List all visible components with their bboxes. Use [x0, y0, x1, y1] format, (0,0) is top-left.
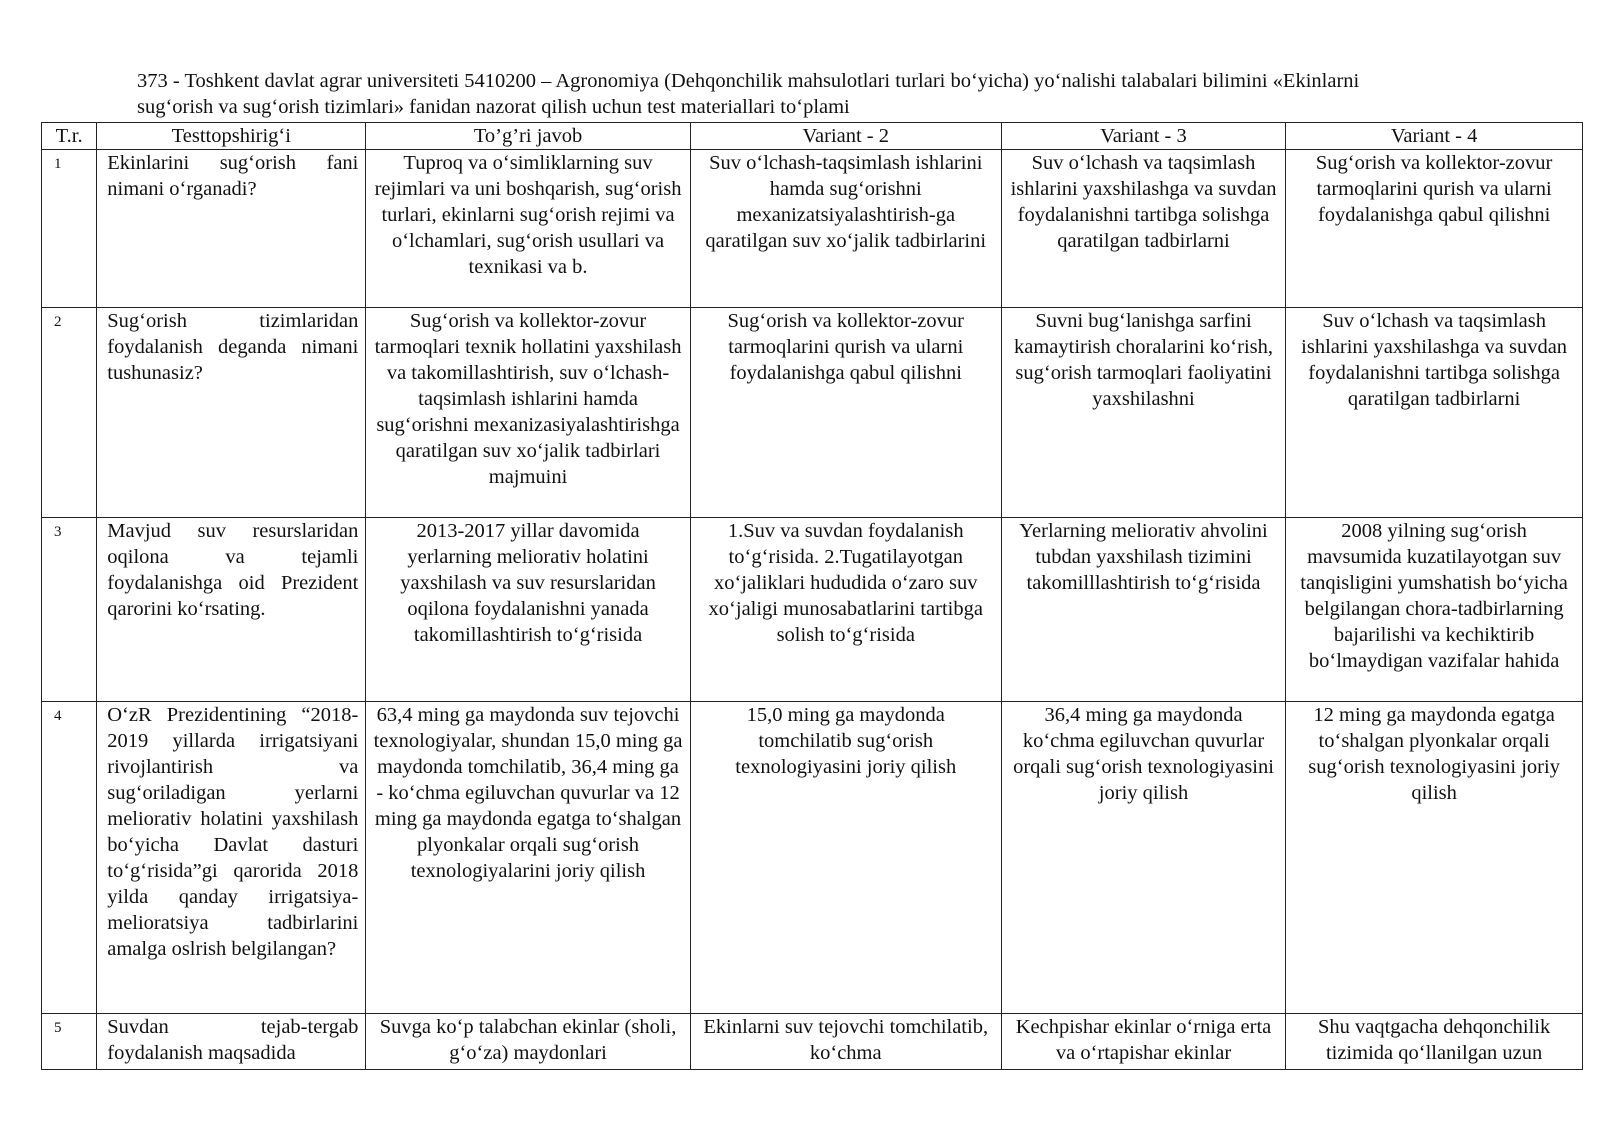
row-number: 1	[42, 150, 97, 308]
variant-2-cell: Ekinlarni suv tejovchi tomchilatib, ko‘chma	[690, 1014, 1001, 1070]
question-cell: Ekinlarini sug‘orish fani nimani o‘rganadi?	[97, 150, 366, 308]
variant-3-cell: Suv o‘lchash va taqsimlash ishlarini yaxshilashga va suvdan foydalanishni tartibga solishga qaratilgan tadbirlarni	[1001, 150, 1285, 308]
correct-answer-cell: Sug‘orish va kollektor-zovur tarmoqlari texnik hollatini yaxshilash va takomillashtirish, suv o‘lchash-taqsimlash ishlarini hamda sug‘orishni mexanizasiyalashtirishga qaratilgan suv xo‘jalik tadbirlari majmuini	[366, 308, 690, 518]
correct-answer-cell: Suvga ko‘p talabchan ekinlar (sholi, g‘o‘za) maydonlari	[366, 1014, 690, 1070]
variant-3-cell: Suvni bug‘lanishga sarfini kamaytirish choralarini ko‘rish, sug‘orish tarmoqlari faoliyatini yaxshilashni	[1001, 308, 1285, 518]
variant-4-cell: Suv o‘lchash va taqsimlash ishlarini yaxshilashga va suvdan foydalanishni tartibga solishga qaratilgan tadbirlarni	[1286, 308, 1583, 518]
question-cell: O‘zR Prezidentining “2018-2019 yillarda irrigatsiyani rivojlantirish va sug‘oriladigan yerlarni meliorativ holatini yaxshilash bo‘yicha Davlat dasturi to‘g‘risida”gi qarorida 2018 yilda qanday irrigatsiya-melioratsiya tadbirlarini amalga oslrish belgilangan?	[97, 702, 366, 1014]
variant-2-cell: 1.Suv va suvdan foydalanish to‘g‘risida. 2.Tugatilayotgan xo‘jaliklari hududida o‘zaro suv xo‘jaligi munosabatlarini tartibga solish to‘g‘risida	[690, 518, 1001, 702]
row-number: 3	[42, 518, 97, 702]
row-number: 2	[42, 308, 97, 518]
question-cell: Suvdan tejab-tergab foydalanish maqsadida	[97, 1014, 366, 1070]
col-header-variant-3: Variant - 3	[1001, 123, 1285, 150]
correct-answer-cell: 63,4 ming ga maydonda suv tejovchi texnologiyalar, shundan 15,0 ming ga maydonda tomchilatib, 36,4 ming ga - ko‘chma egiluvchan quvurlar va 12 ming ga maydonda egatga to‘shalgan plyonkalar orqali sug‘orish texnologiyalarini joriy qilish	[366, 702, 690, 1014]
document-header	[137, 68, 1557, 120]
col-header-question: Testtopshirig‘i	[97, 123, 366, 150]
variant-4-cell: Sug‘orish va kollektor-zovur tarmoqlarini qurish va ularni foydalanishga qabul qilishni	[1286, 150, 1583, 308]
test-table	[41, 122, 1583, 1070]
variant-2-cell: Sug‘orish va kollektor-zovur tarmoqlarini qurish va ularni foydalanishga qabul qilishni	[690, 308, 1001, 518]
table-row	[42, 1014, 1583, 1070]
variant-4-cell: Shu vaqtgacha dehqonchilik tizimida qo‘llanilgan uzun	[1286, 1014, 1583, 1070]
variant-4-cell: 12 ming ga maydonda egatga to‘shalgan plyonkalar orqali sug‘orish texnologiyasini joriy qilish	[1286, 702, 1583, 1014]
correct-answer-cell: Tuproq va o‘simliklarning suv rejimlari va uni boshqarish, sug‘orish turlari, ekinlarni sug‘orish rejimi va o‘lchamlari, sug‘orish usullari va texnikasi va b.	[366, 150, 690, 308]
question-cell: Mavjud suv resurslaridan oqilona va tejamli foydalanishga oid Prezident qarorini ko‘rsating.	[97, 518, 366, 702]
col-header-variant-2: Variant - 2	[690, 123, 1001, 150]
table-row	[42, 518, 1583, 702]
variant-3-cell: Yerlarning meliorativ ahvolini tubdan yaxshilash tizimini takomilllashtirish to‘g‘risida	[1001, 518, 1285, 702]
header-line-1: 373 - Toshkent davlat agrar universiteti 5410200 – Agronomiya (Dehqonchilik mahsulotlari turlari bo‘yicha) yo‘nalishi talabalari bilimini «Ekinlarni	[137, 70, 1360, 92]
variant-2-cell: 15,0 ming ga maydonda tomchilatib sug‘orish texnologiyasini joriy qilish	[690, 702, 1001, 1014]
table-header-row	[42, 123, 1583, 150]
variant-2-cell: Suv o‘lchash-taqsimlash ishlarini hamda sug‘orishni mexanizatsiyalashtirish-ga qaratilgan suv xo‘jalik tadbirlarini	[690, 150, 1001, 308]
row-number: 4	[42, 702, 97, 1014]
col-header-number: T.r.	[42, 123, 97, 150]
table-row	[42, 150, 1583, 308]
col-header-correct-answer: To’g’ri javob	[366, 123, 690, 150]
col-header-variant-4: Variant - 4	[1286, 123, 1583, 150]
correct-answer-cell: 2013-2017 yillar davomida yerlarning meliorativ holatini yaxshilash va suv resurslaridan oqilona foydalanishni yanada takomillashtirish to‘g‘risida	[366, 518, 690, 702]
table-row	[42, 308, 1583, 518]
row-number: 5	[42, 1014, 97, 1070]
header-line-2: sug‘orish va sug‘orish tizimlari» fanidan nazorat qilish uchun test materiallari to‘plami	[137, 96, 850, 118]
variant-3-cell: 36,4 ming ga maydonda ko‘chma egiluvchan quvurlar orqali sug‘orish texnologiyasini joriy qilish	[1001, 702, 1285, 1014]
question-cell: Sug‘orish tizimlaridan foydalanish deganda nimani tushunasiz?	[97, 308, 366, 518]
variant-3-cell: Kechpishar ekinlar o‘rniga erta va o‘rtapishar ekinlar	[1001, 1014, 1285, 1070]
variant-4-cell: 2008 yilning sug‘orish mavsumida kuzatilayotgan suv tanqisligini yumshatish bo‘yicha belgilangan chora-tadbirlarning bajarilishi va kechiktirib bo‘lmaydigan vazifalar hahida	[1286, 518, 1583, 702]
table-row	[42, 702, 1583, 1014]
